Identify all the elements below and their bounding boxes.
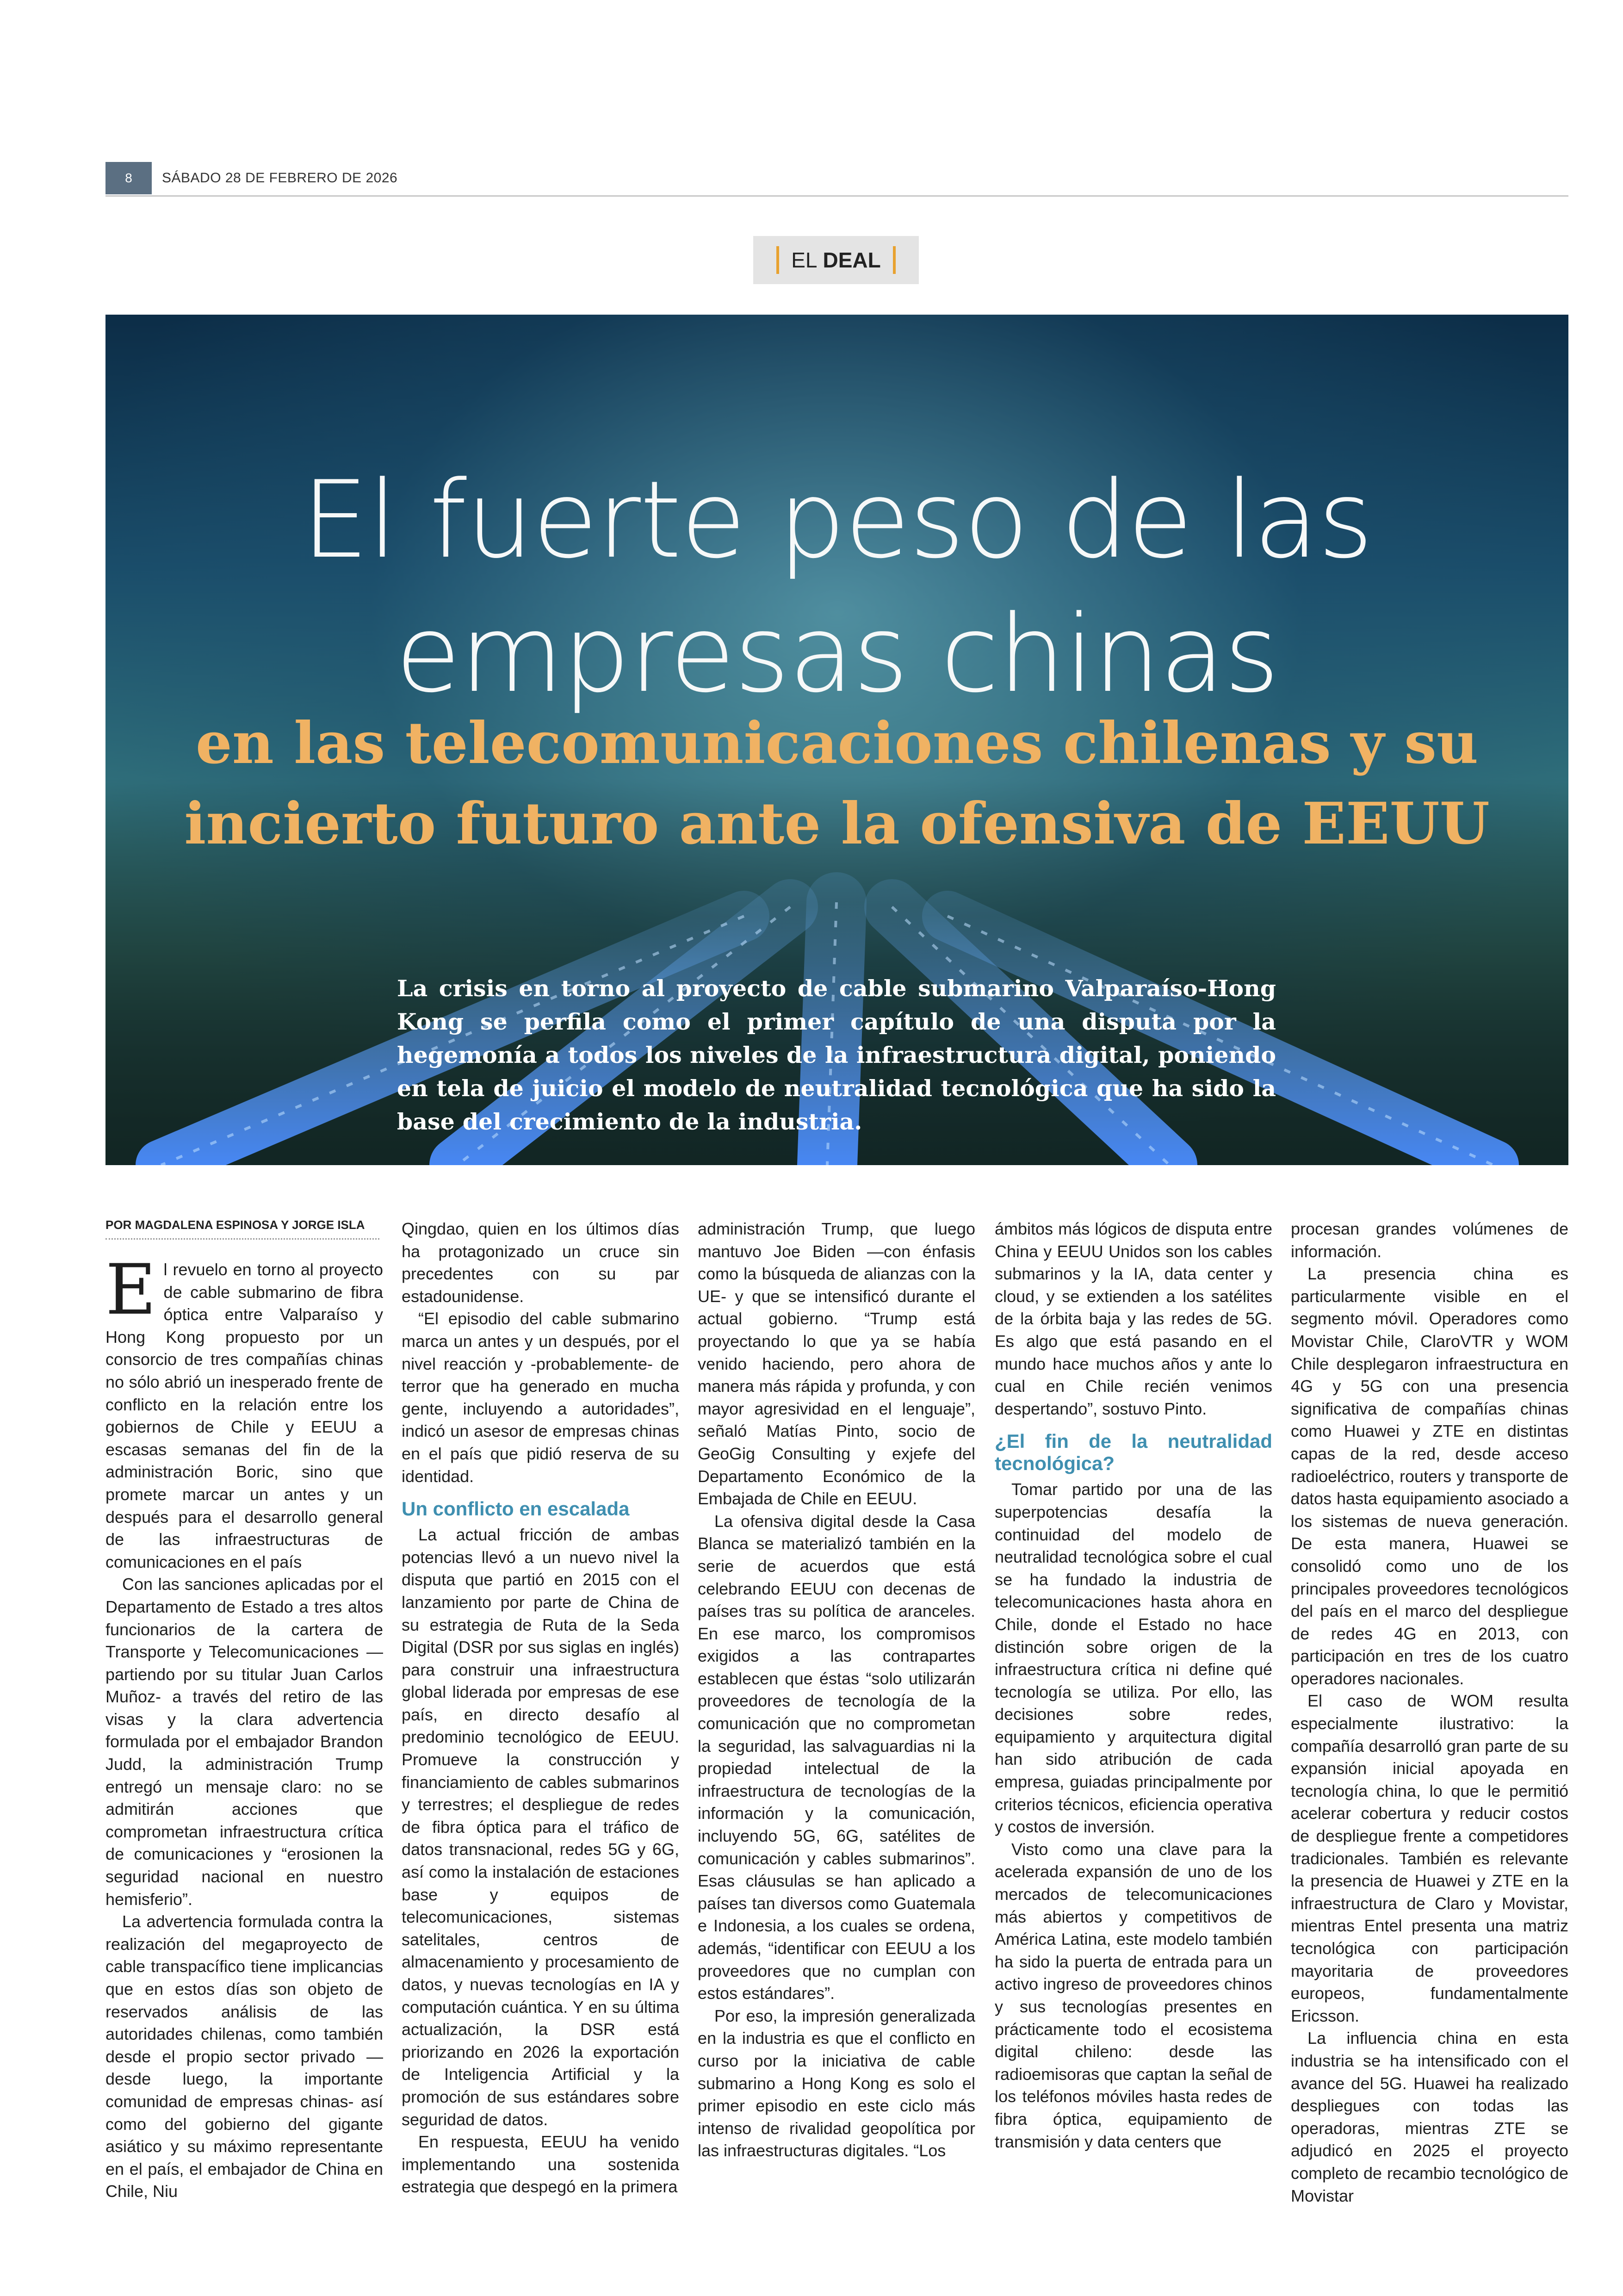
paragraph: administración Trump, que luego mantuvo Joe Biden —con énfasis como la búsqueda de alianzas con la UE- y que se intensificó durante el actual gobierno. “Trump está proyectando lo que ya se había venido haciendo, pero ahora de manera más rápida y profunda, y con mayor agresividad en el lenguaje”, señaló Matías Pinto, socio de GeoGig Consulting y exjefe del Departamento Económico de la Embajada de Chile en EEUU. (698, 1219, 975, 1508)
paragraph: Tomar partido por una de las superpotencias desafía la continuidad del modelo de neutralidad tecnológica sobre el cual se ha fundado la industria de telecomunicaciones hasta ahora en Chile, donde el Estado no hace distinción sobre origen de la infraestructura crítica ni define qué tecnología se utiliza. Por ello, las decisiones sobre redes, equipamiento y arquitectura digital han sido atribución de cada empresa, guiadas principalmente por criterios técnicos, eficiencia operativa y costos de inversión. (995, 1480, 1272, 1837)
article-column-4 (995, 1218, 1272, 2153)
section-tag (753, 236, 919, 284)
article-column-1 (105, 1250, 383, 2203)
paragraph: procesan grandes volúmenes de información. (1291, 1219, 1568, 1261)
paragraph: “El episodio del cable submarino marca un antes y un después, por el nivel reacción y -probablemente- de terror que ha generado en mucha gente, incluyendo a autoridades”, indicó un asesor de empresas chinas en el país que pidió reserva de su identidad. (402, 1309, 679, 1486)
paragraph: En respuesta, EEUU ha venido implementando una sostenida estrategia que despegó en la primera (402, 2132, 679, 2197)
headline-title-line2: empresas chinas (395, 593, 1279, 716)
subheading-neutralidad: ¿El fin de la neutralidad tecnológica? (995, 1430, 1272, 1475)
headline-subtitle (105, 703, 1568, 864)
paragraph: Con las sanciones aplicadas por el Departamento de Estado a tres altos funcionarios de la cartera de Transporte y Telecomunicaciones —partiendo por su titular Juan Carlos Muñoz- a través del retiro de las visas y la clara advertencia formulada por el embajador Brandon Judd, la administración Trump entregó un mensaje claro: no se admitirán acciones que comprometan infraestructura crítica de comunicaciones y “erosionen la seguridad nacional en nuestro hemisferio”. (105, 1575, 383, 1909)
paragraph: La presencia china es particularmente visible en el segmento móvil. Operadores como Movistar Chile, ClaroVTR y WOM Chile desplegaron infraestructura en 4G y 5G con una presencia significativa de compañías chinas como Huawei y ZTE en distintas capas de la red, desde acceso radioeléctrico, routers y transporte de datos hasta equipamiento asociado a los sistemas de nueva generación. De esta manera, Huawei se consolidó como uno de los principales proveedores tecnológicos del país en el marco del despliegue de redes 4G en 2013, con participación en tres de los cuatro operadores nacionales. (1291, 1264, 1568, 1688)
issue-date: SÁBADO 28 DE FEBRERO DE 2026 (162, 170, 398, 186)
section-bar-right (893, 246, 896, 274)
section-name: DEAL (823, 248, 881, 272)
byline-rule (105, 1238, 379, 1240)
header-rule (105, 195, 1568, 197)
lead-paragraph: La crisis en torno al proyecto de cable submarino Valparaíso-Hong Kong se perfila como el primer capítulo de una disputa por la hegemonía a todos los niveles de la infraestructura digital, poniendo en tela de juicio el modelo de neutralidad tecnológica que ha sido la base del crecimiento de la industria. (397, 975, 1276, 1135)
paragraph: La influencia china en esta industria se ha intensificado con el avance del 5G. Huawei ha realizado despliegues con todas las operadoras, mientras ZTE se adjudicó en 2025 el proyecto completo de recambio tecnológico de Movistar (1291, 2029, 1568, 2205)
article-column-5 (1291, 1218, 1568, 2207)
paragraph: La advertencia formulada contra la realización del megaproyecto de cable transpacífico tiene implicancias que en estos días son objeto de reservados análisis de las autoridades chilenas, como también desde el propio sector privado —desde luego, la importante comunidad de empresas chinas- así como del gobierno del gigante asiático y su máximo representante en el país, el embajador de China en Chile, Niu (105, 1912, 383, 2201)
section-prefix: EL (791, 248, 818, 272)
page-number: 8 (105, 162, 152, 194)
paragraph: Visto como una clave para la acelerada expansión de uno de los mercados de telecomunicaciones más abiertos y competitivos de América Latina, este modelo también ha sido la puerta de entrada para un activo ingreso de proveedores chinos y sus tecnologías presentes en prácticamente todo el ecosistema digital chileno: desde las radioemisoras que captan la señal de los teléfonos móviles hasta redes de fibra óptica, equipamiento de transmisión y data centers que (995, 1839, 1272, 2151)
paragraph: Por eso, la impresión generalizada en la industria es que el conflicto en curso por la iniciativa de cable submarino a Hong Kong es solo el primer episodio en este ciclo más intenso de rivalidad geopolítica por las infraestructuras digitales. “Los (698, 2006, 975, 2160)
headline-title (105, 453, 1568, 722)
section-bar-left (776, 246, 779, 274)
article-column-3 (698, 1218, 975, 2162)
article-column-2 (402, 1218, 679, 2198)
headline-subtitle-line2: incierto futuro ante la ofensiva de EEUU (184, 790, 1490, 857)
subheading-conflicto: Un conflicto en escalada (402, 1498, 630, 1520)
headline-subtitle-line1: en las telecomunicaciones chilenas y su (195, 710, 1479, 777)
hero-image (105, 315, 1568, 1165)
paragraph: El caso de WOM resulta especialmente ilustrativo: la compañía desarrolló gran parte de su expansión inicial apoyada en tecnología china, lo que le permitió acelerar cobertura y reducir costos de despliegue frente a competidores tradicionales. También es relevante la presencia de Huawei y ZTE en la infraestructura de Claro y Movistar, mientras Entel presenta una matriz tecnológica con participación mayoritaria de proveedores europeos, fundamentalmente Ericsson. (1291, 1691, 1568, 2025)
paragraph: El revuelo en torno al proyecto de cable submarino de fibra óptica entre Valparaíso y Hong Kong propuesto por un consorcio de tres compañías chinas no sólo abrió un inesperado frente de conflicto en la relación entre los gobiernos de Chile y EEUU a escasas semanas del fin de la administración Boric, sino que promete marcar un antes y un después para el desarrollo general de las infraestructuras de comunicaciones en el país (105, 1250, 383, 1571)
paragraph: La ofensiva digital desde la Casa Blanca se materializó también en la serie de acuerdos que está celebrando EEUU con decenas de países tras su política de aranceles. En ese marco, los compromisos exigidos a las contrapartes establecen que éstas “solo utilizarán proveedores de tecnología de la comunicación que no comprometan la seguridad, las salvaguardias ni la propiedad intelectual de la infraestructura de tecnologías de la información y la comunicación, incluyendo 5G, 6G, satélites de comunicación y cables submarinos”. Esas cláusulas se han aplicado a países tan diversos como Guatemala e Indonesia, a los cuales se ordena, además, “identificar con EEUU a los proveedores que no cumplan con estos estándares”. (698, 1511, 975, 2003)
paragraph: La actual fricción de ambas potencias llevó a un nuevo nivel la disputa que partió en 2015 con el lanzamiento por parte de China de su estrategia de Ruta de la Seda Digital (DSR por sus siglas en inglés) para construir una infraestructura global liderada por empresas de ese país, en directo desafío al predominio tecnológico de EEUU. Promueve la construcción y financiamiento de cables submarinos y terrestres; el despliegue de redes de fibra óptica para el tráfico de datos transnacional, redes 5G y 6G, así como la instalación de estaciones base y equipos de telecomunicaciones, sistemas satelitales, centros de almacenamiento y procesamiento de datos, y nuevas tecnologías en IA y computación cuántica. Y en su última actualización, la DSR está priorizando en 2026 la exportación de Inteligencia Artificial y la promoción de sus estándares sobre seguridad de datos. (402, 1525, 679, 2129)
paragraph: ámbitos más lógicos de disputa entre China y EEUU Unidos son los cables submarinos y la IA, data center y cloud, y se extienden a los satélites de la órbita baja y las redes de 5G. Es algo que está pasando en el mundo hace muchos años y ante lo cual en Chile recién venimos despertando”, sostuvo Pinto. (995, 1219, 1272, 1418)
headline-title-line1: El fuerte peso de las (301, 459, 1373, 582)
paragraph: Qingdao, quien en los últimos días ha protagonizado un cruce sin precedentes con su par estadounidense. (402, 1219, 679, 1306)
byline: POR MAGDALENA ESPINOSA Y JORGE ISLA (105, 1218, 365, 1232)
dropcap: E (105, 1250, 156, 1330)
